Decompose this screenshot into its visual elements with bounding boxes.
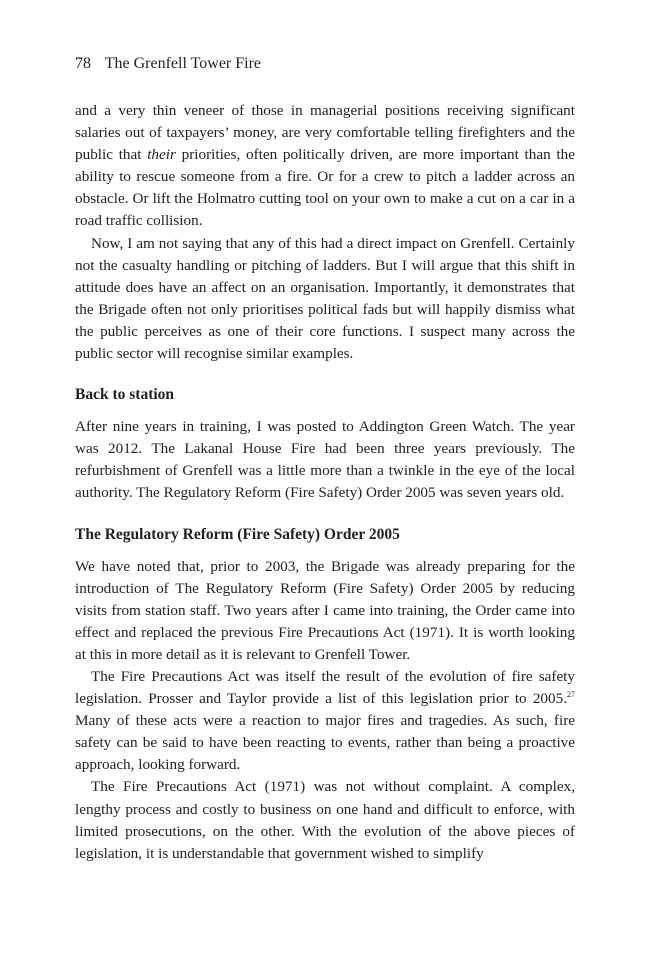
paragraph-1 [75, 100, 575, 233]
section-heading-regulatory-reform: The Regulatory Reform (Fire Safety) Order 2005 [75, 525, 400, 543]
paragraph-regulatory-reform-2-text-a: The Fire Precautions Act was itself the result of the evolution of fire safety legislation. Prosser and Taylor provide a list of this legislation prior to 2005. [75, 667, 575, 708]
emphasis-their: their [147, 146, 176, 164]
section-heading-back-to-station: Back to station [75, 386, 175, 404]
paragraph-1-text-a: and a very thin veneer of those in managerial positions receiving significant salaries out of taxpayers’ money, are very comfortable telling firefighters and the public that [75, 102, 575, 164]
paragraph-back-to-station: After nine years in training, I was posted to Addington Green Watch. The year was 2012. The Lakanal House Fire had been three years previously. The refurbishment of Grenfell was a little more than a twinkle in the eye of the local authority. The Regulatory Reform (Fire Safety) Order 2005 was seven years old. [75, 418, 575, 502]
paragraph-regulatory-reform-2-text-b: Many of these acts were a reaction to major fires and tragedies. As such, fire safety can be said to have been reacting to events, rather than being a proactive approach, looking forward. [75, 712, 575, 774]
paragraph-regulatory-reform-2 [75, 666, 575, 776]
paragraph-regulatory-reform-1: We have noted that, prior to 2003, the Brigade was already preparing for the introduction of The Regulatory Reform (Fire Safety) Order 2005 by reducing visits from station staff. Two years after I came into training, the Order came into effect and replaced the previous Fire Precautions Act (1971). It is worth looking at this in more detail as it is relevant to Grenfell Tower. [75, 557, 575, 663]
running-title: The Grenfell Tower Fire [104, 55, 262, 72]
footnote-reference[interactable]: 27 [567, 690, 575, 699]
paragraph-2: Now, I am not saying that any of this had a direct impact on Grenfell. Certainly not the casualty handling or pitching of ladders. But I will argue that this shift in attitude does have an affect on an organisation. Importantly, it demonstrates that the Brigade often not only prioritises political fads but will happily dismiss what the public perceives as one of their core functions. I suspect many across the public sector will recognise similar examples. [75, 234, 575, 363]
paragraph-1-text-b: priorities, often politically driven, are more important than the ability to rescue someone from a fire. Or for a crew to pitch a ladder across an obstacle. Or lift the Holmatro cutting tool on your own to make a cut on a car in a road traffic collision. [75, 146, 575, 230]
running-header [75, 54, 575, 74]
page-number: 78 [75, 55, 91, 72]
paragraph-regulatory-reform-3: The Fire Precautions Act (1971) was not without complaint. A complex, lengthy process and costly to business on one hand and difficult to enforce, with limited prosecutions, on the other. With the evolution of the above pieces of legislation, it is understandable that government wished to simplify [75, 778, 575, 862]
